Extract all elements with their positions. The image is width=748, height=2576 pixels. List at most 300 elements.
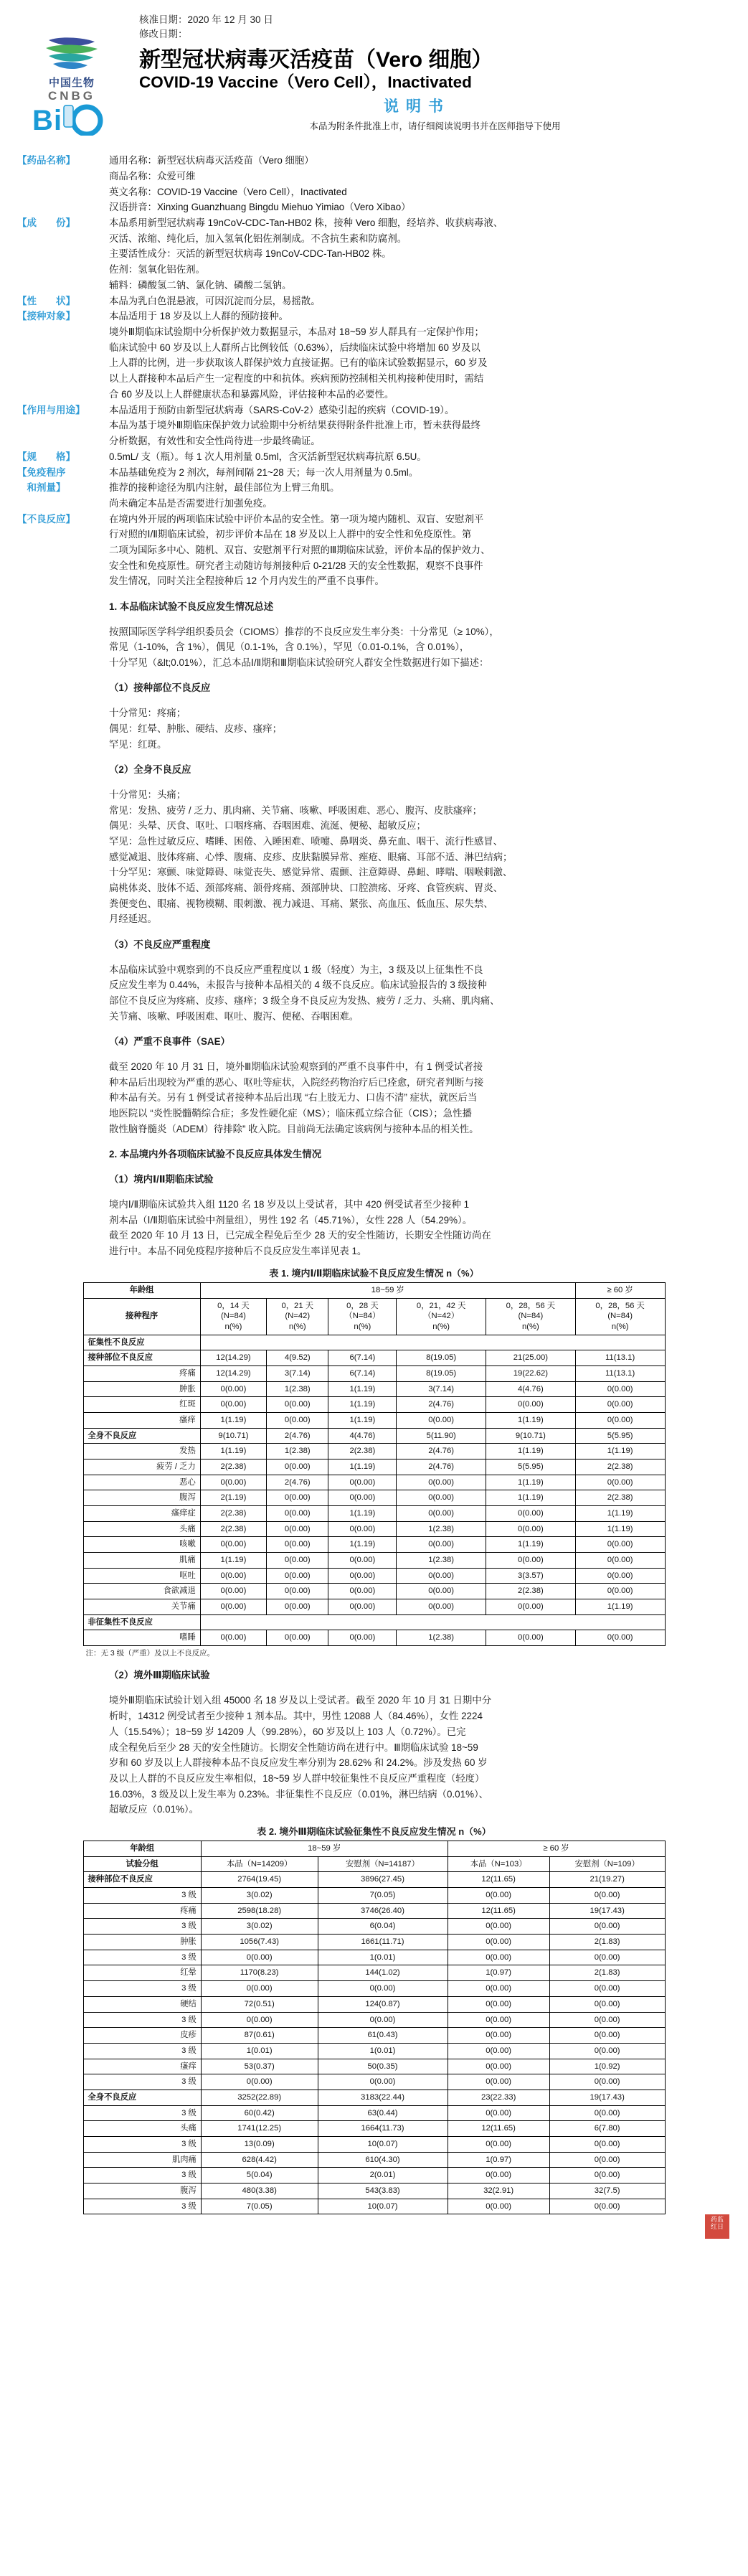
cell-value: 60(0.42) (201, 2105, 318, 2121)
cell-value: 0(0.00) (448, 1996, 549, 2012)
adverse-subheading-4: （4）严重不良事件（SAE） (109, 1035, 230, 1047)
cell-value: 0(0.00) (549, 2152, 665, 2168)
cell-value: 1(1.19) (328, 1381, 397, 1397)
cell-value: 3183(22.44) (318, 2090, 448, 2105)
text-line: 通用名称：新型冠状病毒灭活疫苗（Vero 细胞） (109, 155, 314, 166)
row-label: 肿胀 (83, 1381, 200, 1397)
row-label: 肌肉痛 (83, 2152, 201, 2168)
section-label-target-population: 【接种对象】 (17, 311, 75, 322)
table-row (83, 1935, 665, 1950)
row-label: 肿胀 (83, 1935, 201, 1950)
cell-value: 23(22.33) (448, 2090, 549, 2105)
row-label: 恶心 (83, 1475, 200, 1490)
page-title-cn: 新型冠状病毒灭活疫苗（Vero 细胞） (139, 48, 493, 72)
text-line: 十分常见：疼痛； (109, 708, 186, 719)
table-row (83, 1965, 665, 1981)
cell-value: 0(0.00) (267, 1412, 328, 1428)
text-line: 佐剂：氢氧化铝佐剂。 (109, 264, 205, 276)
cell-value: 0(0.00) (267, 1505, 328, 1521)
cell-value: 5(0.04) (201, 2168, 318, 2184)
table-row (83, 1365, 665, 1381)
cell-value: 0(0.00) (549, 2199, 665, 2214)
cell-value: 1(0.97) (448, 2152, 549, 2168)
adverse-subheading-3: （3）不良反应严重程度 (109, 939, 211, 950)
cell-value: 6(7.14) (328, 1365, 397, 1381)
cell-value: 2(2.38) (200, 1521, 266, 1537)
cell-value: 1(1.19) (486, 1475, 576, 1490)
row-label: 呕吐 (83, 1568, 200, 1584)
row-label: 食欲减退 (83, 1584, 200, 1599)
revision-date: 修改日期： (139, 28, 188, 39)
section-label-line2: 和剂量】 (17, 482, 66, 494)
cell-value: 1(2.38) (397, 1521, 486, 1537)
cell-value: 1(1.19) (575, 1599, 665, 1614)
row-label: 3 级 (83, 1950, 201, 1965)
header-label-agegroup: 年龄组 (83, 1282, 200, 1298)
cell-value: 2(1.83) (549, 1965, 665, 1981)
cell-value: 0(0.00) (267, 1599, 328, 1614)
group-header-label: 非征集性不良反应 (83, 1614, 200, 1630)
cell-value: 0(0.00) (448, 2105, 549, 2121)
cell-value: 3896(27.45) (318, 1872, 448, 1888)
cell-value: 0(0.00) (448, 2028, 549, 2044)
text-line: 罕见：急性过敏反应、嗜睡、困倦、入睡困难、喷嚏、鼻咽炎、鼻充血、咽干、流行性感冒、 (109, 835, 503, 847)
table-row (83, 2059, 665, 2074)
cell-value: 0(0.00) (486, 1630, 576, 1646)
table-row (83, 1521, 665, 1537)
cell-value: 53(0.37) (201, 2059, 318, 2074)
table1-title: 表 1. 境内Ⅰ/Ⅱ期临床试验不良反应发生情况 n（%） (269, 1267, 479, 1279)
cell-value: 1(1.19) (575, 1521, 665, 1537)
cell-value: 0(0.00) (328, 1599, 397, 1614)
cell-value: 1(0.01) (201, 2043, 318, 2059)
section-body-drug-name (109, 153, 731, 215)
row-label: 腹泻 (83, 1490, 200, 1506)
cell-value: 9(10.71) (200, 1428, 266, 1444)
table2-header-group (83, 1856, 665, 1872)
cell-value: 21(19.27) (549, 1872, 665, 1888)
section-label-drug-name: 【药品名称】 (17, 155, 75, 166)
cell-value: 0(0.00) (575, 1537, 665, 1553)
cell-value: 72(0.51) (201, 1996, 318, 2012)
cell-value: 2(2.38) (575, 1459, 665, 1475)
cell-value: 2764(19.45) (201, 1872, 318, 1888)
table1-header-agegroup (83, 1282, 665, 1298)
cell-value: 1(0.01) (318, 2043, 448, 2059)
section-body-appearance (109, 293, 731, 309)
cell-value: 0(0.00) (575, 1584, 665, 1599)
cell-value: 1056(7.43) (201, 1935, 318, 1950)
cell-value: 13(0.09) (201, 2136, 318, 2152)
cell-value: 0(0.00) (328, 1568, 397, 1584)
table-row (83, 2043, 665, 2059)
cell-value: 2(4.76) (267, 1475, 328, 1490)
adverse-subheading-2: （2）全身不良反应 (109, 763, 191, 775)
cell-value: 0(0.00) (549, 2012, 665, 2028)
text-line: 主要活性成分：灭活的新型冠状病毒 19nCoV-CDC-Tan-HB02 株。 (109, 248, 392, 260)
table-row (83, 2090, 665, 2105)
cell-value: 0(0.00) (200, 1630, 266, 1646)
cell-value: 12(11.65) (448, 2121, 549, 2137)
table-row (83, 1537, 665, 1553)
regulatory-stamp-watermark: 药监 红日 (705, 2214, 729, 2239)
cell-value: 5(5.95) (486, 1459, 576, 1475)
cell-value: 0(0.00) (549, 2168, 665, 2184)
cell-value: 0(0.00) (549, 1981, 665, 1997)
text-line: 常见（1-10%，含 1%），偶见（0.1-1%，含 0.1%），罕见（0.01-0.1%，含 0.01%）， (109, 641, 470, 653)
section-label-specification: 【规 格】 (17, 451, 75, 462)
row-label: 瘙痒 (83, 2059, 201, 2074)
section-label-schedule-dose (17, 465, 109, 497)
table-row (83, 1950, 665, 1965)
cell-value: 0(0.00) (200, 1584, 266, 1599)
cell-value: 3(7.14) (267, 1365, 328, 1381)
text-line: 汉语拼音：Xinxing Guanzhuang Bingdu Miehuo Yimiao（Vero Xibao） (109, 202, 411, 213)
cell-value: 1(0.01) (318, 1950, 448, 1965)
text-line: 本品适用于预防由新型冠状病毒（SARS-CoV-2）感染引起的疾病（COVID-19）。 (109, 404, 455, 415)
cell-value: 1(1.19) (486, 1444, 576, 1459)
table-row (83, 2199, 665, 2214)
cell-value: 0(0.00) (397, 1568, 486, 1584)
cell-value: 0(0.00) (448, 2199, 549, 2214)
section-indications (17, 403, 731, 449)
cell-value: 4(4.76) (328, 1428, 397, 1444)
text-line: 粪便变色、眼痛、视物模糊、眼刺激、视力减退、耳痛、紧张、高血压、低血压、尿失禁、 (109, 898, 493, 909)
cell-value: 6(7.80) (549, 2121, 665, 2137)
section-body-specification (109, 449, 731, 465)
cell-value: 1664(11.73) (318, 2121, 448, 2137)
cell-value: 6(7.14) (328, 1350, 397, 1366)
group-header-spacer (200, 1614, 665, 1630)
table-row (83, 1505, 665, 1521)
cell-value: 12(11.65) (448, 1903, 549, 1919)
text-line: 剂本品（Ⅰ/Ⅱ期临床试验中剂量组），男性 192 名（45.71%），女性 228 人（54.29%）。 (109, 1214, 473, 1226)
row-label: 3 级 (83, 2199, 201, 2214)
cell-value: 2598(18.28) (201, 1903, 318, 1919)
table-row (83, 1397, 665, 1413)
schedule-header-cell: 0，21，42 天 （N=42） n(%) (397, 1298, 486, 1335)
cell-value: 19(22.62) (486, 1365, 576, 1381)
cell-value: 0(0.00) (549, 2028, 665, 2044)
section-target-population (17, 309, 731, 402)
cell-value: 0(0.00) (575, 1412, 665, 1428)
cell-value: 0(0.00) (267, 1397, 328, 1413)
cell-value: 0(0.00) (486, 1397, 576, 1413)
cell-value: 1661(11.71) (318, 1935, 448, 1950)
cell-value: 0(0.00) (448, 2059, 549, 2074)
cell-value: 628(4.42) (201, 2152, 318, 2168)
cell-value: 0(0.00) (575, 1630, 665, 1646)
text-line: 析时，14312 例受试者至少接种 1 剂本品。其中，男性 12088 人（84.46%），女性 2224 (109, 1711, 483, 1722)
table-row (83, 1490, 665, 1506)
row-label: 3 级 (83, 2012, 201, 2028)
cell-value: 2(2.38) (328, 1444, 397, 1459)
table-row (83, 2074, 665, 2090)
cell-value: 3252(22.89) (201, 2090, 318, 2105)
row-label: 全身不良反应 (83, 2090, 201, 2105)
row-label: 疼痛 (83, 1903, 201, 1919)
table-row (83, 1444, 665, 1459)
cell-value: 3(3.57) (486, 1568, 576, 1584)
cell-value: 0(0.00) (200, 1568, 266, 1584)
cell-value: 0(0.00) (318, 2074, 448, 2090)
header-label-schedule: 接种程序 (83, 1298, 200, 1335)
cell-value: 5(11.90) (397, 1428, 486, 1444)
cell-value: 0(0.00) (397, 1584, 486, 1599)
date-block (139, 13, 731, 41)
group-header-spacer (200, 1335, 665, 1350)
table-row (83, 1599, 665, 1614)
table1-note: 注：无 3 级（严重）及以上不良反应。 (85, 1649, 215, 1658)
text-line: 偶见：头晕、厌食、呕吐、口咽疼痛、吞咽困难、流涎、便秘、超敏反应； (109, 820, 426, 832)
cell-value: 0(0.00) (575, 1552, 665, 1568)
group-header-cell: 安慰剂（N=109） (549, 1856, 665, 1872)
cell-value: 3(0.02) (201, 1919, 318, 1935)
table-row (83, 1568, 665, 1584)
row-label: 皮疹 (83, 2028, 201, 2044)
cell-value: 0(0.00) (200, 1475, 266, 1490)
cell-value: 2(4.76) (397, 1444, 486, 1459)
cell-value: 2(2.38) (486, 1584, 576, 1599)
approval-date: 核准日期：2020 年 12 月 30 日 (139, 14, 273, 25)
bio-brand-icon (32, 104, 111, 136)
cell-value: 11(13.1) (575, 1350, 665, 1366)
cell-value: 0(0.00) (397, 1490, 486, 1506)
text-line: 十分常见：头痛； (109, 789, 186, 800)
cell-value: 0(0.00) (549, 1888, 665, 1904)
cell-value: 0(0.00) (200, 1381, 266, 1397)
cell-value: 0(0.00) (328, 1521, 397, 1537)
insert-sections (17, 153, 731, 589)
text-line: 及以上人群的不良反应发生率相似，18~59 岁人群中较征集性不良反应严重程度（轻度） (109, 1773, 485, 1784)
cell-value: 50(0.35) (318, 2059, 448, 2074)
section-ingredients (17, 215, 731, 293)
table-row (83, 1350, 665, 1366)
header-label-group: 试验分组 (83, 1856, 201, 1872)
row-label: 硬结 (83, 1996, 201, 2012)
text-line: 本品基础免疫为 2 剂次，每剂间隔 21~28 天；每一次人用剂量为 0.5ml。 (109, 466, 419, 478)
group-header-label: 征集性不良反应 (83, 1335, 200, 1350)
text-line: 英文名称：COVID-19 Vaccine（Vero Cell），Inactivated (109, 186, 347, 197)
table-row (83, 1412, 665, 1428)
section-body-target-population (109, 309, 731, 402)
cell-value: 9(10.71) (486, 1428, 576, 1444)
logo-company-abbr: CNBG (47, 88, 96, 103)
cell-value: 0(0.00) (549, 1996, 665, 2012)
cell-value: 0(0.00) (448, 1919, 549, 1935)
cell-value: 2(2.38) (200, 1459, 266, 1475)
cell-value: 0(0.00) (201, 1950, 318, 1965)
schedule-header-cell: 0，28，56 天 (N=84) n(%) (575, 1298, 665, 1335)
trial-overseas-block (17, 1668, 731, 1818)
cell-value: 0(0.00) (448, 2074, 549, 2090)
text-line: 境外Ⅲ期临床试验期中分析保护效力数据显示，本品对 18~59 岁人群具有一定保护作用； (109, 326, 484, 338)
schedule-header-cell: 0，21 天 (N=42) n(%) (267, 1298, 328, 1335)
cell-value: 0(0.00) (201, 2012, 318, 2028)
text-line: 进行中。本品不同免疫程序接种后不良反应发生率详见表 1。 (109, 1246, 367, 1257)
cell-value: 1(1.19) (575, 1444, 665, 1459)
row-label: 3 级 (83, 1981, 201, 1997)
cell-value: 7(0.05) (201, 2199, 318, 2214)
table1-adverse-reactions-domestic (83, 1282, 666, 1646)
cell-value: 0(0.00) (328, 1584, 397, 1599)
section-label-line1: 【免疫程序 (17, 466, 66, 478)
table-row (83, 1584, 665, 1599)
cell-value: 0(0.00) (549, 2136, 665, 2152)
cell-value: 32(2.91) (448, 2183, 549, 2199)
cell-value: 0(0.00) (486, 1552, 576, 1568)
cell-value: 0(0.00) (267, 1490, 328, 1506)
text-line: 16.03%，3 级及以上发生率为 0.23%。非征集性不良反应（0.01%，淋巴结病（0.01%）、 (109, 1788, 489, 1800)
row-label: 3 级 (83, 2105, 201, 2121)
cell-value: 0(0.00) (575, 1475, 665, 1490)
text-line: 安全性和免疫原性。研究者主动随访每剂接种后 0-21/28 天的安全性数据，观察不良事件 (109, 560, 483, 571)
cell-value: 543(3.83) (318, 2183, 448, 2199)
cell-value: 12(14.29) (200, 1350, 266, 1366)
cell-value: 0(0.00) (328, 1490, 397, 1506)
cell-value: 1(1.19) (328, 1397, 397, 1413)
table2-title: 表 2. 境外Ⅲ期临床试验征集性不良反应发生情况 n（%） (257, 1826, 491, 1838)
text-line: 尚未确定本品是否需要进行加强免疫。 (109, 497, 273, 509)
text-line: 岁和 60 岁及以上人群接种本品不良反应发生率分别为 28.62% 和 24.2%。涉及发热 60 岁 (109, 1757, 488, 1769)
table2-solicited-reactions-overseas (83, 1841, 666, 2214)
text-line: 十分罕见：寒颤、味觉障碍、味觉丧失、感觉异常、震颤、注意障碍、鼻衄、哮喘、咽喉刺激、 (109, 867, 513, 878)
trial-heading-domestic: （1）境内Ⅰ/Ⅱ期临床试验 (109, 1173, 214, 1185)
table-row (83, 2028, 665, 2044)
cell-value: 19(17.43) (549, 1903, 665, 1919)
cell-value: 0(0.00) (575, 1568, 665, 1584)
cell-value: 21(25.00) (486, 1350, 576, 1366)
row-label: 疼痛 (83, 1365, 200, 1381)
cell-value: 1(2.38) (267, 1381, 328, 1397)
adverse-detail-block (17, 599, 731, 1259)
row-label: 腹泻 (83, 2183, 201, 2199)
cell-value: 87(0.61) (201, 2028, 318, 2044)
cell-value: 1(1.19) (486, 1490, 576, 1506)
document-kind-label: 说明书 (384, 98, 450, 115)
cell-value: 2(4.76) (397, 1397, 486, 1413)
cell-value: 1(1.19) (486, 1537, 576, 1553)
section-adverse-reactions (17, 512, 731, 590)
conditional-approval-notice: 本品为附条件批准上市，请仔细阅读说明书并在医师指导下使用 (309, 121, 561, 131)
cell-value: 1(1.19) (328, 1537, 397, 1553)
text-line: 合 60 岁及以上人群健康状态和暴露风险，评估接种本品的必要性。 (109, 388, 394, 400)
cell-value: 0(0.00) (200, 1599, 266, 1614)
table-row (83, 1996, 665, 2012)
cell-value: 0(0.00) (267, 1568, 328, 1584)
cell-value: 0(0.00) (328, 1475, 397, 1490)
row-label: 头痛 (83, 1521, 200, 1537)
cell-value: 0(0.00) (448, 1950, 549, 1965)
section-label-adverse-reactions: 【不良反应】 (17, 513, 75, 525)
text-line: 散性脑脊髓炎（ADEM）待排除” 收入院。目前尚无法确定该病例与接种本品的相关性。 (109, 1123, 479, 1134)
cell-value: 0(0.00) (549, 2105, 665, 2121)
cell-value: 1(2.38) (267, 1444, 328, 1459)
cell-value: 4(4.76) (486, 1381, 576, 1397)
table-row (83, 1381, 665, 1397)
cell-value: 0(0.00) (328, 1630, 397, 1646)
text-line: 上人群的比例，进一步获取该人群保护效力直接证据。已有的临床试验数据显示，60 岁及 (109, 357, 488, 369)
table-row (83, 1459, 665, 1475)
row-label: 接种部位不良反应 (83, 1350, 200, 1366)
adverse-subheading-1: （1）接种部位不良反应 (109, 682, 211, 694)
section-body-indications (109, 403, 731, 449)
table1-group-solicited (83, 1335, 665, 1350)
section-label-indications: 【作用与用途】 (17, 404, 85, 415)
cell-value: 19(17.43) (549, 2090, 665, 2105)
text-line: 地医院以 “炎性脱髓鞘综合症；多发性硬化症（MS）；临床孤立综合征（CIS）；急性播 (109, 1108, 472, 1119)
section-body-schedule-dose (109, 465, 731, 512)
page-title-en: COVID-19 Vaccine（Vero Cell），Inactivated (139, 72, 472, 91)
section-label-appearance: 【性 状】 (17, 295, 75, 306)
cell-value: 2(4.76) (397, 1459, 486, 1475)
table-row (83, 1872, 665, 1888)
cell-value: 1(1.19) (328, 1505, 397, 1521)
cell-value: 0(0.00) (397, 1537, 486, 1553)
cell-value: 0(0.00) (549, 2043, 665, 2059)
cell-value: 0(0.00) (318, 2012, 448, 2028)
cell-value: 610(4.30) (318, 2152, 448, 2168)
text-line: 扁桃体炎、肢体不适、颈部疼痛、颌骨疼痛、颈部肿块、口腔溃疡、牙疼、食管疾病、胃炎、 (109, 883, 503, 894)
cell-value: 1(0.92) (549, 2059, 665, 2074)
row-label: 瘙痒 (83, 1412, 200, 1428)
cell-value: 0(0.00) (267, 1552, 328, 1568)
row-label: 头痛 (83, 2121, 201, 2137)
text-line: 二项为国际多中心、随机、双盲、安慰剂平行对照的Ⅲ期临床试验，评价本品的保护效力、 (109, 545, 491, 556)
cell-value: 2(1.83) (549, 1935, 665, 1950)
cell-value: 1170(8.23) (201, 1965, 318, 1981)
row-label: 瘙痒症 (83, 1505, 200, 1521)
logo-company-cn: 中国生物 (48, 77, 95, 89)
section-body-ingredients (109, 215, 731, 293)
agegroup-header-cell: 18~59 岁 (200, 1282, 575, 1298)
section-label-ingredients: 【成 份】 (17, 217, 75, 228)
table-row (83, 2121, 665, 2137)
cell-value: 0(0.00) (486, 1505, 576, 1521)
text-line: 关节痛、咳嗽、呼吸困难、呕吐、腹泻、便秘、吞咽困难。 (109, 1010, 359, 1022)
row-label: 关节痛 (83, 1599, 200, 1614)
text-line: 常见：发热、疲劳 / 乏力、肌肉痛、关节痛、咳嗽、呼吸困难、恶心、腹泻、皮肤瘙痒； (109, 804, 483, 816)
cell-value: 480(3.38) (201, 2183, 318, 2199)
cell-value: 0(0.00) (397, 1412, 486, 1428)
adverse-heading-1: 1. 本品临床试验不良反应发生情况总述 (109, 601, 274, 612)
svg-text:B: B (32, 105, 53, 136)
cell-value: 6(0.04) (318, 1919, 448, 1935)
table-row (83, 1981, 665, 1997)
agegroup-header-cell: 18~59 岁 (201, 1841, 448, 1857)
text-line: 感觉减退、肢体疼痛、心悸、腹痛、皮疹、皮肤黏膜异常、痤疮、眼痛、耳部不适、淋巴结病； (109, 851, 513, 862)
cell-value: 1(1.19) (575, 1505, 665, 1521)
cell-value: 0(0.00) (486, 1521, 576, 1537)
cell-value: 0(0.00) (267, 1459, 328, 1475)
text-line: 分析数据，有效性和安全性尚待进一步最终确证。 (109, 436, 321, 446)
table-row (83, 1888, 665, 1904)
row-label: 3 级 (83, 2136, 201, 2152)
cell-value: 8(19.05) (397, 1350, 486, 1366)
section-appearance (17, 293, 731, 309)
cell-value: 3(0.02) (201, 1888, 318, 1904)
text-line: 偶见：红晕、肿胀、硬结、皮疹、瘙痒； (109, 723, 283, 734)
cell-value: 0(0.00) (267, 1537, 328, 1553)
cell-value: 0(0.00) (328, 1552, 397, 1568)
cell-value: 11(13.1) (575, 1365, 665, 1381)
cell-value: 1(1.19) (200, 1444, 266, 1459)
text-line: 截至 2020 年 10 月 13 日，已完成全程免后至少 28 天的安全性随访，长期安全性随访尚在 (109, 1230, 491, 1241)
cell-value: 63(0.44) (318, 2105, 448, 2121)
cell-value: 0(0.00) (200, 1537, 266, 1553)
cell-value: 10(0.07) (318, 2199, 448, 2214)
svg-text:i: i (54, 105, 62, 136)
